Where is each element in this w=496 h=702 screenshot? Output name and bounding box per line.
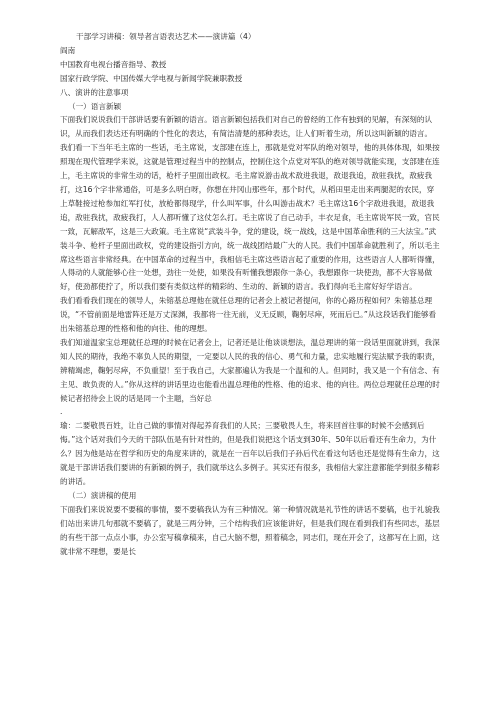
- paragraph-3: 我们看看我们现在的领导人，朱镕基总理他在就任总理的记者会上被记者提问，你的心路历程如何？朱镕基总理说，“不管前面是地雷阵还是万丈深渊，我都将一往无前，义无反顾，鞠躬尽瘁，死而后已。”从这段话我们能够看出朱镕基总理的性格和他的向往、他的理想。: [60, 296, 437, 334]
- author-affiliation-2: 国家行政学院、中国传媒大学电视与新闻学院兼职教授: [60, 73, 243, 83]
- paragraph-1: 下面我们说说我们干部讲话要有新颖的语言。语言新颖包括我们对自己的曾经的工作有独到的见解，有深刻的认识，从而我们表达还有明确的个性化的表达，有简洁清楚的那种表达，让人们听着生动，所以这叫新颖的语言。: [60, 115, 433, 139]
- paragraph-6: 下面我们来说说要不要稿的事情，要不要稿我认为有三种情况。第一种情况就是礼节性的讲话不要稿，也于礼貌我们站出来讲几句那就不要稿了，就是三两分钟，三个结构我们应该能讲好，但是我们现在看到我们有些同志，基层的有些干部一点点小事，办公室写稿拿稿来，自己大脑不想，照着稿念，同志们，现在开会了，这都写在上面，这就非常不理想，要是长: [60, 504, 440, 556]
- author-name: 阎南: [60, 45, 76, 55]
- subsection-heading-language: （一）语言新颖: [68, 101, 122, 111]
- document-page: [60, 30, 440, 558]
- paragraph-2: 我们看一下当年毛主席的一些话，毛主席说，支部建在连上，那就是党对军队的绝对领导，他的具体体现，如果按照现在现代管理学来说，这就是管理过程当中的控制点，控制住这个点党对军队的绝对领导就能实现，支部建在连上，毛主席说的非常生动的话，枪杆子里面出政权。毛主席说游击战术敌进我退，敌退我追，敌驻我扰，敌疲我打，这16个字非常通俗，可是多么明白呀，你想在井冈山那些年，那个时代，从稻田里走出来两腿泥的农民，穿上草鞋接过枪参加红军打仗，放枪都得现学，什么叫军事，什么叫游击战术？毛主席这16个字敌进我退，敌退我追，敌驻我扰，敌疲我打，人人都听懂了这仗怎么打。毛主席说了自己动手，丰衣足食，毛主席说军民一致，官民一致，瓦解敌军，这是三大政策。毛主席说“武装斗争，党的建设，统一战线，这是中国革命胜利的三大法宝。”武装斗争、枪杆子里面出政权，党的建设指引方向，统一战线团结最广大的人民。我们中国革命就胜利了，所以毛主席这些语言非常经典。在中国革命的过程当中，我相信毛主席这些语言起了重要的作用，这些语言人人都听得懂，人得动的人就能够心往一处想，劲往一处使，如果没有听懂我想跟你一条心，我想跟你一块使劲，都不大容易做好，使劲都使拧了，所以我们要有类似这样的精彩的、生动的、新颖的语言。我们得向毛主席好好学语言。: [60, 143, 440, 292]
- stray-dot: .: [60, 407, 63, 417]
- paragraph-4: 我们知道温家宝总理就任总理的时候在记者会上，记者还是让他谈谈想法，温总理讲的第一段话里面就讲到，我深知人民的期待，我绝不辜负人民的期望，一定要以人民的我的信心、勇气和力量，忠实地履行宪法赋予我的职责，辨精竭虑，鞠躬尽瘁，不负重望！至于我自己，大家都遍认为我是一个温和的人。但同时，我又是一个有信念、有主见、敢负责的人。”你从这样的讲话里边也能看出温总理他的性格、他的追求、他的向往。两位总理就任总理的时候记者招待会上说的话是同一个主题，当好总: [60, 337, 440, 403]
- section-heading-8: 八、演讲的注意事项: [60, 87, 129, 97]
- document-title: 干部学习讲稿：领导者言语表达艺术——演讲篇（4）: [76, 32, 256, 41]
- subsection-heading-script: （二）演讲稿的使用: [68, 490, 137, 500]
- author-affiliation-1: 中国教育电视台播音指导、教授: [60, 59, 167, 69]
- paragraph-5: 瑜：二要敬畏百姓，让自己做的事情对得起养育我们的人民；三要敬畏人生，将来回首往事的时候不会感到后悔。”这个话对我们今天的干部队伍是有针对性的，但是我们说把这个话支到30年、50年以后看还有生命力，为什么？因为他是站在哲学和历史的角度来讲的，就是在一百年以后我们子孙后代在看这句话也还是觉得有生命力，这就是干部讲话我们要讲的有新颖的例子，我们就举这么多例子。其实还有很多，我相信大家注意都能学到很多精彩的讲话。: [60, 421, 440, 486]
